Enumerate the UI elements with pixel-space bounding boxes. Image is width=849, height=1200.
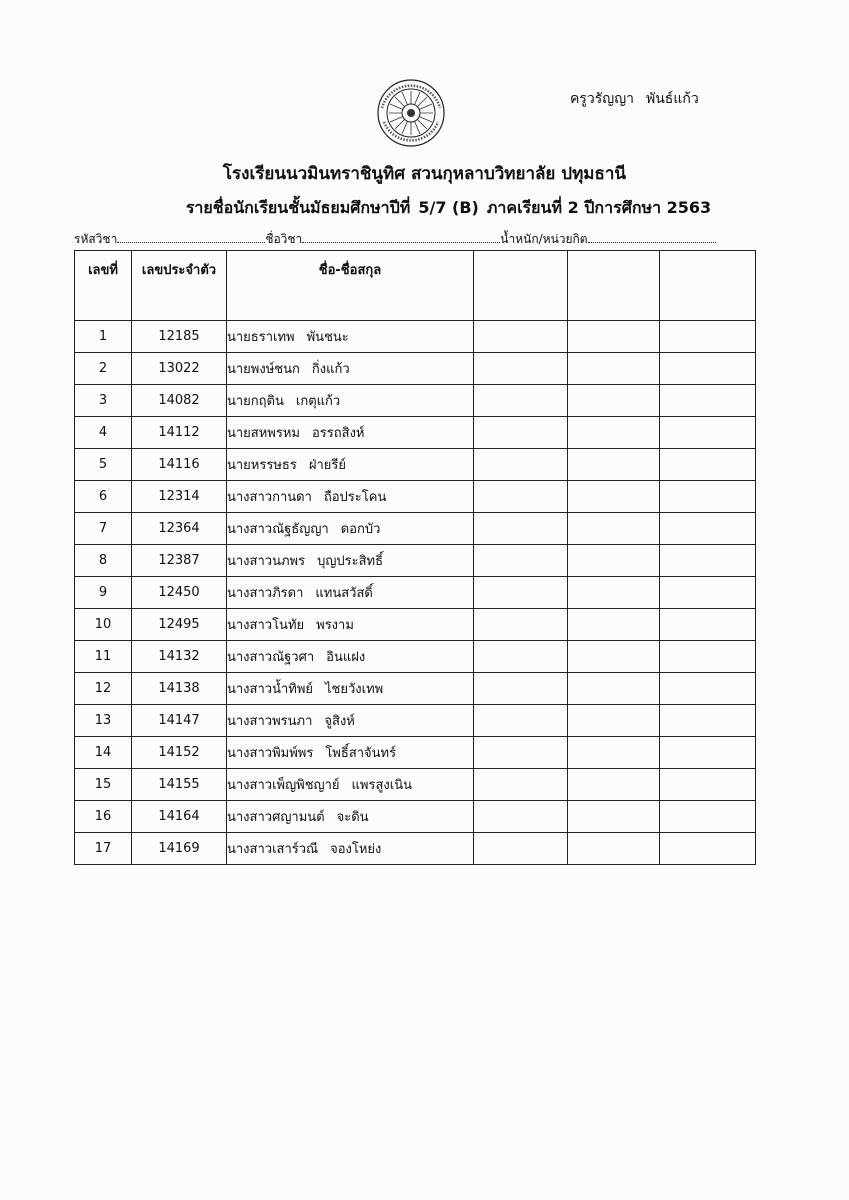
header-full-name: ชื่อ-ชื่อสกุล bbox=[227, 251, 474, 321]
blank-cell bbox=[660, 737, 756, 769]
blank-cell bbox=[660, 801, 756, 833]
row-number: 6 bbox=[75, 481, 132, 513]
first-name: นายสหพรหม bbox=[227, 426, 300, 441]
table-row bbox=[75, 513, 756, 545]
subject-name-blank bbox=[302, 242, 500, 243]
list-label: รายชื่อนักเรียนชั้นมัธยมศึกษาปีที่ bbox=[185, 198, 411, 217]
blank-cell bbox=[474, 673, 568, 705]
blank-cell bbox=[568, 321, 660, 353]
blank-cell bbox=[568, 449, 660, 481]
row-student-id: 14164 bbox=[132, 801, 227, 833]
credit-blank bbox=[588, 242, 716, 243]
row-student-name bbox=[227, 545, 474, 577]
last-name: จองโหย่ง bbox=[330, 842, 382, 857]
blank-cell bbox=[568, 705, 660, 737]
row-number: 14 bbox=[75, 737, 132, 769]
first-name: นางสาวภิรดา bbox=[227, 586, 304, 601]
blank-cell bbox=[474, 833, 568, 865]
blank-cell bbox=[568, 737, 660, 769]
header-student-id: เลขประจำตัว bbox=[132, 251, 227, 321]
table-row bbox=[75, 385, 756, 417]
student-table bbox=[74, 250, 756, 865]
row-student-name bbox=[227, 801, 474, 833]
row-student-id: 14152 bbox=[132, 737, 227, 769]
blank-cell bbox=[568, 417, 660, 449]
blank-cell bbox=[568, 801, 660, 833]
blank-cell bbox=[660, 833, 756, 865]
table-row bbox=[75, 353, 756, 385]
last-name: ดอกบัว bbox=[340, 522, 381, 537]
row-student-id: 12495 bbox=[132, 609, 227, 641]
row-number: 1 bbox=[75, 321, 132, 353]
last-name: จะดิน bbox=[336, 810, 369, 825]
header-blank-2 bbox=[568, 251, 660, 321]
table-row bbox=[75, 321, 756, 353]
row-student-name bbox=[227, 449, 474, 481]
blank-cell bbox=[474, 801, 568, 833]
row-number: 16 bbox=[75, 801, 132, 833]
blank-cell bbox=[660, 609, 756, 641]
class-list-title bbox=[28, 196, 849, 221]
blank-cell bbox=[660, 353, 756, 385]
blank-cell bbox=[568, 833, 660, 865]
blank-cell bbox=[660, 769, 756, 801]
first-name: นายธราเทพ bbox=[227, 330, 295, 345]
row-student-id: 12450 bbox=[132, 577, 227, 609]
subject-code-blank bbox=[117, 242, 265, 243]
blank-cell bbox=[474, 577, 568, 609]
row-student-name bbox=[227, 673, 474, 705]
header-blank-1 bbox=[474, 251, 568, 321]
row-student-id: 14169 bbox=[132, 833, 227, 865]
row-student-name bbox=[227, 769, 474, 801]
row-number: 13 bbox=[75, 705, 132, 737]
first-name: นางสาวกานดา bbox=[227, 490, 312, 505]
last-name: ไชยวังเทพ bbox=[325, 682, 384, 697]
blank-cell bbox=[568, 641, 660, 673]
table-header-row bbox=[75, 251, 756, 321]
row-student-name bbox=[227, 385, 474, 417]
first-name: นายหรรษธร bbox=[227, 458, 297, 473]
school-seal-logo bbox=[374, 78, 448, 148]
teacher-last-name: พันธ์แก้ว bbox=[645, 91, 699, 107]
row-student-name bbox=[227, 321, 474, 353]
first-name: นางสาวน้ำทิพย์ bbox=[227, 682, 314, 697]
row-number: 10 bbox=[75, 609, 132, 641]
first-name: นางสาวณัฐวศา bbox=[227, 650, 315, 665]
first-name: นางสาวพิมพ์พร bbox=[227, 746, 314, 761]
row-student-id: 12185 bbox=[132, 321, 227, 353]
row-student-id: 14138 bbox=[132, 673, 227, 705]
row-student-name bbox=[227, 513, 474, 545]
last-name: แทนสวัสดิ์ bbox=[315, 586, 373, 601]
class-label: 5/7 (B) bbox=[418, 198, 479, 217]
subject-name-label: ชื่อวิชา bbox=[265, 232, 303, 246]
last-name: เกตุแก้ว bbox=[295, 394, 341, 409]
blank-cell bbox=[474, 513, 568, 545]
blank-cell bbox=[660, 481, 756, 513]
header-number: เลขที่ bbox=[75, 251, 132, 321]
first-name: นางสาวเสาร์วณี bbox=[227, 842, 319, 857]
blank-cell bbox=[568, 513, 660, 545]
last-name: โพธิ์สาจันทร์ bbox=[325, 746, 397, 761]
blank-cell bbox=[474, 385, 568, 417]
blank-cell bbox=[568, 577, 660, 609]
teacher-first-name: ครูวรัญญา bbox=[570, 91, 634, 107]
row-number: 12 bbox=[75, 673, 132, 705]
table-row bbox=[75, 833, 756, 865]
blank-cell bbox=[660, 705, 756, 737]
row-number: 4 bbox=[75, 417, 132, 449]
last-name: แพรสูงเนิน bbox=[351, 778, 412, 793]
subject-code-label: รหัสวิชา bbox=[74, 232, 118, 246]
table-row bbox=[75, 577, 756, 609]
table-row bbox=[75, 609, 756, 641]
table-row bbox=[75, 641, 756, 673]
blank-cell bbox=[568, 673, 660, 705]
row-student-id: 14132 bbox=[132, 641, 227, 673]
last-name: พรงาม bbox=[316, 618, 354, 633]
table-row bbox=[75, 769, 756, 801]
row-number: 9 bbox=[75, 577, 132, 609]
table-row bbox=[75, 673, 756, 705]
blank-cell bbox=[660, 545, 756, 577]
row-student-id: 12314 bbox=[132, 481, 227, 513]
row-student-name bbox=[227, 609, 474, 641]
term-label: ภาคเรียนที่ 2 ปีการศึกษา 2563 bbox=[486, 198, 712, 217]
row-student-name bbox=[227, 641, 474, 673]
blank-cell bbox=[474, 481, 568, 513]
first-name: นางสาวนภพร bbox=[227, 554, 306, 569]
row-student-name bbox=[227, 417, 474, 449]
blank-cell bbox=[660, 417, 756, 449]
first-name: นายกฤติน bbox=[227, 394, 284, 409]
blank-cell bbox=[568, 481, 660, 513]
blank-cell bbox=[474, 737, 568, 769]
row-student-id: 14155 bbox=[132, 769, 227, 801]
blank-cell bbox=[474, 609, 568, 641]
teacher-name bbox=[570, 88, 711, 110]
row-student-id: 12364 bbox=[132, 513, 227, 545]
last-name: จูสิงห์ bbox=[324, 714, 355, 729]
row-number: 11 bbox=[75, 641, 132, 673]
table-row bbox=[75, 417, 756, 449]
last-name: กิ่งแก้ว bbox=[311, 362, 350, 377]
row-student-name bbox=[227, 481, 474, 513]
blank-cell bbox=[474, 545, 568, 577]
row-student-name bbox=[227, 577, 474, 609]
row-student-id: 13022 bbox=[132, 353, 227, 385]
row-number: 3 bbox=[75, 385, 132, 417]
blank-cell bbox=[568, 545, 660, 577]
row-student-id: 14112 bbox=[132, 417, 227, 449]
row-number: 5 bbox=[75, 449, 132, 481]
blank-cell bbox=[660, 449, 756, 481]
last-name: อินแฝง bbox=[326, 650, 366, 665]
row-number: 15 bbox=[75, 769, 132, 801]
row-student-name bbox=[227, 705, 474, 737]
blank-cell bbox=[660, 577, 756, 609]
row-student-id: 14147 bbox=[132, 705, 227, 737]
blank-cell bbox=[474, 705, 568, 737]
row-student-name bbox=[227, 353, 474, 385]
table-row bbox=[75, 801, 756, 833]
row-student-id: 14116 bbox=[132, 449, 227, 481]
blank-cell bbox=[474, 641, 568, 673]
row-student-name bbox=[227, 833, 474, 865]
blank-cell bbox=[474, 417, 568, 449]
first-name: นางสาวณัฐธัญญา bbox=[227, 522, 329, 537]
first-name: นางสาวศญามนต์ bbox=[227, 810, 325, 825]
row-student-name bbox=[227, 737, 474, 769]
last-name: อรรถสิงห์ bbox=[312, 426, 365, 441]
table-row bbox=[75, 545, 756, 577]
table-row bbox=[75, 737, 756, 769]
first-name: นางสาวพรนภา bbox=[227, 714, 313, 729]
blank-cell bbox=[660, 673, 756, 705]
credit-label: น้ำหนัก/หน่วยกิต bbox=[500, 232, 588, 246]
last-name: บุญประสิทธิ์ bbox=[317, 554, 384, 569]
blank-cell bbox=[474, 321, 568, 353]
row-student-id: 12387 bbox=[132, 545, 227, 577]
table-row bbox=[75, 705, 756, 737]
blank-cell bbox=[568, 769, 660, 801]
school-title: โรงเรียนนวมินทราชินูทิศ สวนกุหลาบวิทยาลัย ปทุมธานี bbox=[222, 164, 627, 184]
subject-info-line bbox=[74, 230, 754, 249]
row-number: 2 bbox=[75, 353, 132, 385]
blank-cell bbox=[660, 385, 756, 417]
first-name: นางสาวเพ็ญพิชญาย์ bbox=[227, 778, 340, 793]
blank-cell bbox=[474, 353, 568, 385]
row-number: 8 bbox=[75, 545, 132, 577]
table-row bbox=[75, 449, 756, 481]
blank-cell bbox=[568, 353, 660, 385]
table-row bbox=[75, 481, 756, 513]
last-name: ฝ่ายรีย์ bbox=[308, 458, 346, 473]
first-name: นายพงษ์ชนก bbox=[227, 362, 300, 377]
blank-cell bbox=[660, 321, 756, 353]
blank-cell bbox=[474, 769, 568, 801]
row-number: 17 bbox=[75, 833, 132, 865]
row-student-id: 14082 bbox=[132, 385, 227, 417]
first-name: นางสาวโนทัย bbox=[227, 618, 305, 633]
blank-cell bbox=[568, 609, 660, 641]
last-name: พันชนะ bbox=[306, 330, 349, 345]
row-number: 7 bbox=[75, 513, 132, 545]
last-name: ถือประโคน bbox=[323, 490, 387, 505]
blank-cell bbox=[660, 513, 756, 545]
blank-cell bbox=[474, 449, 568, 481]
header-blank-3 bbox=[660, 251, 756, 321]
blank-cell bbox=[568, 385, 660, 417]
blank-cell bbox=[660, 641, 756, 673]
